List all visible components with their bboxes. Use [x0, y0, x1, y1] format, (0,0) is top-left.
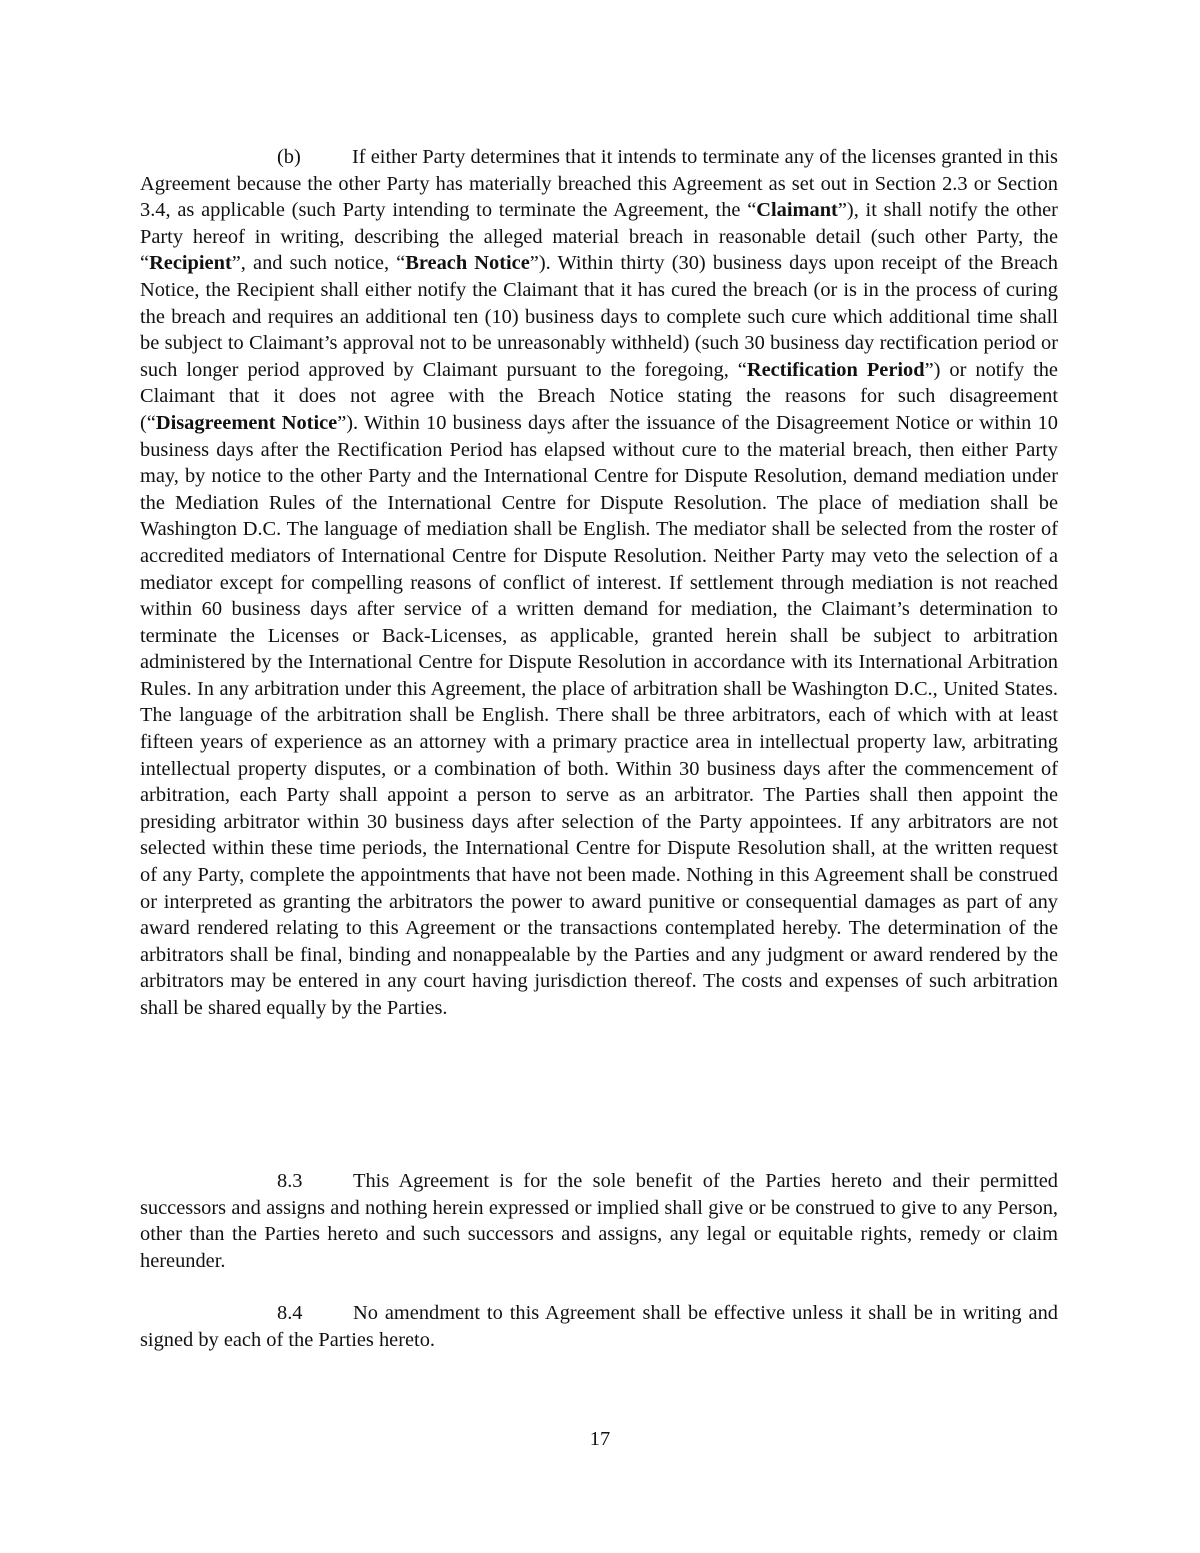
- section-b-text-1: If either Party determines that it intends to terminate any of the licenses granted in this Agreement because the other Party has materially breached this Agreement as set out in Section 2.3 or Section 3.4, as applicable (such Party intending to terminate the Agreement, the “: [140, 146, 1058, 222]
- defined-term-rectification-period: Rectification Period: [746, 358, 925, 381]
- defined-term-breach-notice: Breach Notice: [405, 252, 530, 275]
- defined-term-claimant: Claimant: [756, 199, 838, 222]
- section-8-4-paragraph: [140, 1300, 1058, 1353]
- defined-term-disagreement-notice: Disagreement Notice: [155, 411, 338, 434]
- section-b-paragraph: [140, 144, 1058, 1022]
- section-b-text-3: ”, and such notice, “: [231, 252, 406, 275]
- section-8-4-text: No amendment to this Agreement shall be effective unless it shall be in writing and signed by each of the Parties hereto.: [140, 1302, 1058, 1351]
- section-b-text-6: ”). Within 10 business days after the issuance of the Disagreement Notice or within 10 business days after the Rectification Period has elapsed without cure to the material breach, then either Party may, by notice to the other Party and the International Centre for Dispute Resolution, demand mediation under the Mediation Rules of the International Centre for Dispute Resolution. The place of mediation shall be Washington D.C. The language of mediation shall be English. The mediator shall be selected from the roster of accredited mediators of International Centre for Dispute Resolution. Neither Party may veto the selection of a mediator except for compelling reasons of conflict of interest. If settlement through mediation is not reached within 60 business days after service of a written demand for mediation, the Claimant’s determination to terminate the Licenses or Back-Licenses, as applicable, granted herein shall be subject to arbitration administered by the International Centre for Dispute Resolution in accordance with its International Arbitration Rules. In any arbitration under this Agreement, the place of arbitration shall be Washington D.C., United States. The language of the arbitration shall be English. There shall be three arbitrators, each of which with at least fifteen years of experience as an attorney with a primary practice area in intellectual property law, arbitrating intellectual property disputes, or a combination of both. Within 30 business days after the commencement of arbitration, each Party shall appoint a person to serve as an arbitrator. The Parties shall then appoint the presiding arbitrator within 30 business days after selection of the Party appointees. If any arbitrators are not selected within these time periods, the International Centre for Dispute Resolution shall, at the written request of any Party, complete the appointments that have not been made. Nothing in this Agreement shall be construed or interpreted as granting the arbitrators the power to award punitive or consequential damages as part of any award rendered relating to this Agreement or the transactions contemplated hereby. The determination of the arbitrators shall be final, binding and nonappealable by the Parties and any judgment or award rendered by the arbitrators may be entered in any court having jurisdiction thereof. The costs and expenses of such arbitration shall be shared equally by the Parties.: [140, 411, 1058, 1019]
- section-8-3-number: 8.3: [277, 1170, 303, 1192]
- section-b-text-4: ”). Within thirty (30) business days upon receipt of the Breach Notice, the Recipient shall either notify the Claimant that it has cured the breach (or is in the process of curing the breach and requires an additional ten (10) business days to complete such cure which additional time shall be subject to Claimant’s approval not to be unreasonably withheld) (such 30 business day rectification period or such longer period approved by Claimant pursuant to the foregoing, “: [140, 252, 1059, 381]
- section-b-text-2: ”), it shall notify the other Party hereof in writing, describing the alleged material breach in reasonable detail (such other Party, the “: [140, 199, 1058, 275]
- section-8-3-text: This Agreement is for the sole benefit of the Parties hereto and their permitted successors and assigns and nothing herein expressed or implied shall give or be construed to give to any Person, other than the Parties hereto and such successors and assigns, any legal or equitable rights, remedy or claim hereunder.: [140, 1170, 1058, 1272]
- defined-term-recipient: Recipient: [149, 252, 232, 275]
- section-8-4-number: 8.4: [277, 1302, 303, 1324]
- page-number: 17: [589, 1428, 611, 1450]
- section-b-label: (b): [277, 146, 301, 168]
- section-8-3-paragraph: [140, 1168, 1058, 1274]
- section-b-text-5: ”) or notify the Claimant that it does not agree with the Breach Notice stating the reasons for such disagreement (“: [140, 358, 1058, 434]
